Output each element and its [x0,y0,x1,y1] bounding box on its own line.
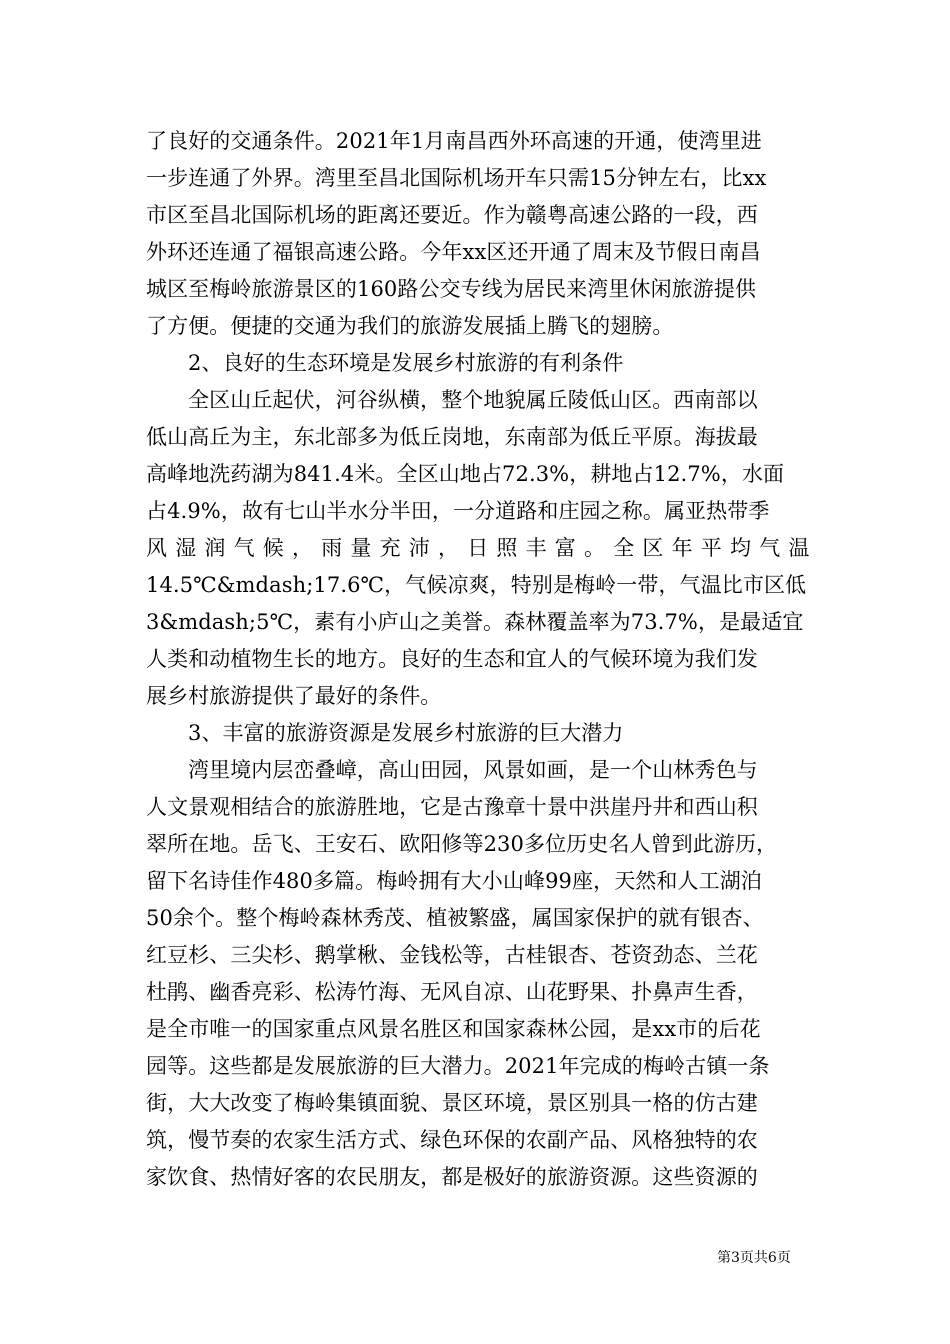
section-heading: 3、丰富的旅游资源是发展乡村旅游的巨大潜力 [188,721,624,745]
paragraph-line: 50余个。整个梅岭森林秀茂、植被繁盛，属国家保护的就有银杏、 [146,906,764,930]
paragraph-line: 全区山丘起伏，河谷纵横，整个地貌属丘陵低山区。西南部以 [188,388,758,412]
page-number: 第3页共6页 [717,1250,791,1266]
paragraph-line: 翠所在地。岳飞、王安石、欧阳修等230多位历史名人曾到此游历， [146,832,778,856]
section-heading: 2、良好的生态环境是发展乡村旅游的有利条件 [188,351,624,375]
paragraph-line: 街，大大改变了梅岭集镇面貌、景区环境，景区别具一格的仿古建 [146,1091,758,1115]
paragraph-line: 了良好的交通条件。2021年1月南昌西外环高速的开通，使湾里进 [146,129,762,153]
paragraph-line: 高峰地洗药湖为841.4米。全区山地占72.3%，耕地占12.7%，水面 [146,462,785,486]
paragraph-line: 低山高丘为主，东北部多为低丘岗地，东南部为低丘平原。海拔最 [146,425,758,449]
paragraph-line: 3&mdash;5℃，素有小庐山之美誉。森林覆盖率为73.7%，是最适宜 [146,610,804,634]
paragraph-line: 人文景观相结合的旅游胜地，它是古豫章十景中洪崖丹井和西山积 [146,795,758,819]
paragraph-line: 家饮食、热情好客的农民朋友，都是极好的旅游资源。这些资源的 [146,1165,758,1189]
paragraph-line: 红豆杉、三尖杉、鹅掌楸、金钱松等，古桂银杏、苍资劲态、兰花 [146,943,758,967]
paragraph-line: 风湿润气候，雨量充沛，日照丰富。全区年平均气温 [146,536,818,560]
paragraph-line: 筑，慢节奏的农家生活方式、绿色环保的农副产品、风格独特的农 [146,1128,758,1152]
paragraph-line: 湾里境内层峦叠嶂，高山田园，风景如画，是一个山林秀色与 [188,758,758,782]
paragraph-line: 外环还连通了福银高速公路。今年xx区还开通了周末及节假日南昌 [146,240,761,264]
paragraph-line: 市区至昌北国际机场的距离还要近。作为赣粤高速公路的一段，西 [146,203,758,227]
paragraph-line: 展乡村旅游提供了最好的条件。 [146,684,442,708]
paragraph-line: 杜鹃、幽香亮彩、松涛竹海、无风自凉、山花野果、扑鼻声生香， [146,980,758,1004]
paragraph-line: 占4.9%，故有七山半水分半田，一分道路和庄园之称。属亚热带季 [146,499,770,523]
paragraph-line: 是全市唯一的国家重点风景名胜区和国家森林公园，是xx市的后花 [146,1017,761,1041]
paragraph-line: 城区至梅岭旅游景区的160路公交专线为居民来湾里休闲旅游提供 [146,277,757,301]
paragraph-line: 园等。这些都是发展旅游的巨大潜力。2021年完成的梅岭古镇一条 [146,1054,770,1078]
paragraph-line: 了方便。便捷的交通为我们的旅游发展插上腾飞的翅膀。 [146,314,674,338]
paragraph-line: 留下名诗佳作480多篇。梅岭拥有大小山峰99座，天然和人工湖泊 [146,869,762,893]
paragraph-line: 14.5℃&mdash;17.6℃，气候凉爽，特别是梅岭一带，气温比市区低 [146,573,807,597]
paragraph-line: 人类和动植物生长的地方。良好的生态和宜人的气候环境为我们发 [146,647,758,671]
paragraph-line: 一步连通了外界。湾里至昌北国际机场开车只需15分钟左右，比xx [146,166,767,190]
